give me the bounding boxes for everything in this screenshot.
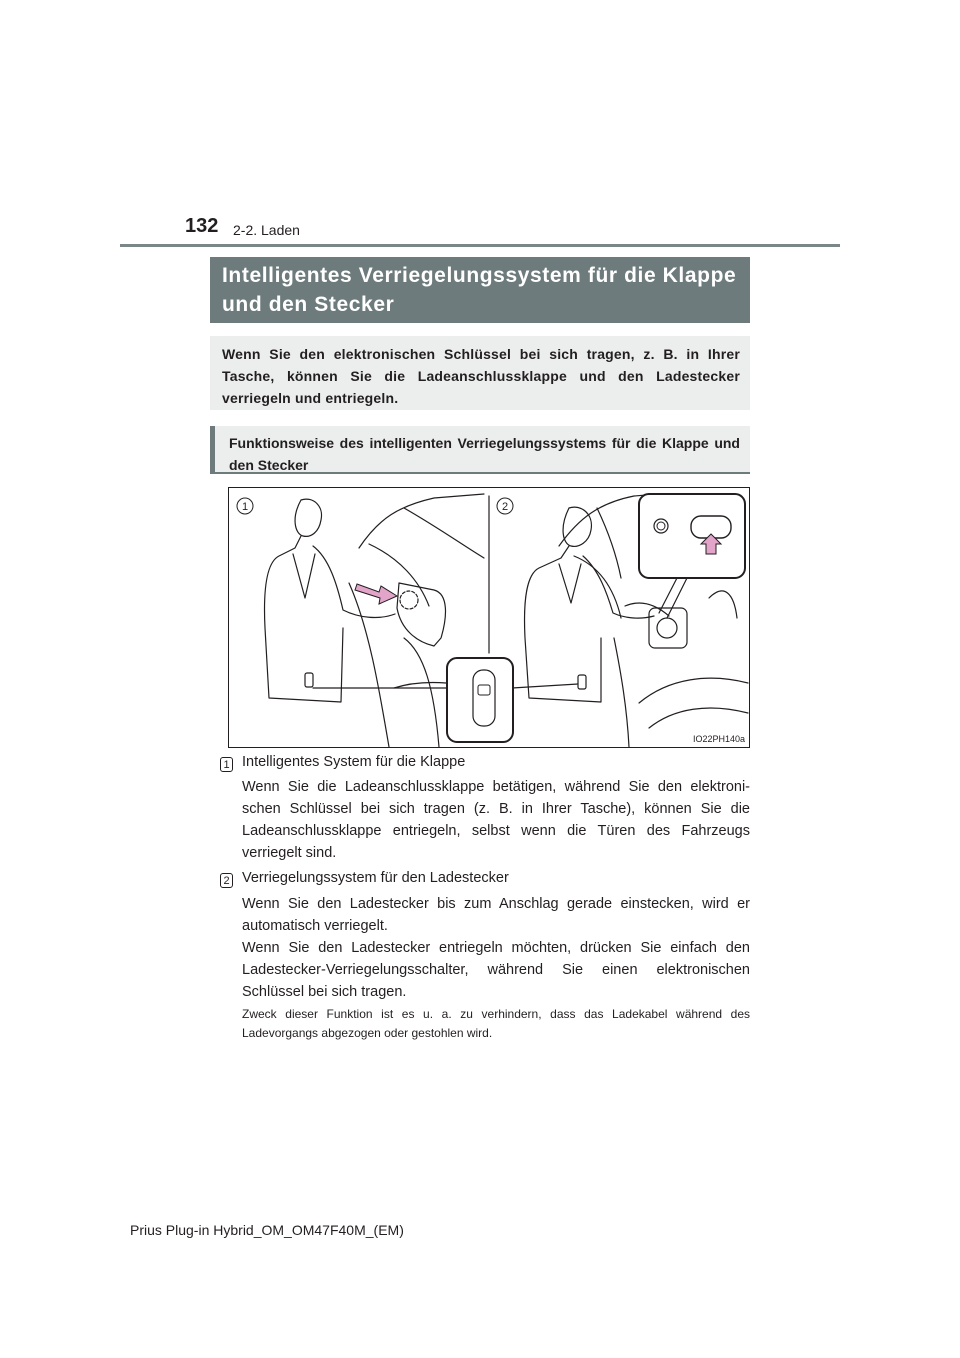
callout-2: 2 bbox=[501, 501, 509, 513]
car-panel-right bbox=[709, 591, 737, 618]
item-2-text-2: Wenn Sie den Ladestecker entriegeln möchten, drücken Sie einfach den Ladestecker-Verriegelungsschalter, während Sie einen elektronischen Schlüssel bei sich tragen. bbox=[242, 940, 750, 1000]
header-divider bbox=[120, 244, 840, 247]
item-2-note: Zweck dieser Funktion ist es u. a. zu verhindern, dass das Ladekabel während des Ladevorgangs abgezogen oder gestohlen wird. bbox=[242, 1007, 750, 1040]
wheel-arch-right bbox=[639, 678, 748, 703]
charge-cable bbox=[625, 603, 669, 616]
item-1-text: Wenn Sie die Ladeanschlussklappe betätigen, während Sie den elektroni-schen Schlüssel bei sich tragen (z. B. in Ihrer Tasche), können Sie die Ladeanschlussklappe entriegeln, selbst wenn die Türen des Fahrzeugs verriegelt sind. bbox=[242, 779, 750, 861]
item-1-number: 1 bbox=[220, 757, 233, 772]
wheel-right bbox=[649, 708, 748, 728]
image-code: IO22PH140a bbox=[692, 734, 745, 744]
breadcrumb: 2-2. Laden bbox=[233, 222, 300, 238]
callout-2-badge bbox=[497, 498, 513, 514]
car-panel-line-left bbox=[404, 508, 484, 558]
car-side-left bbox=[349, 583, 389, 747]
push-arrow-icon bbox=[355, 584, 397, 604]
charge-plug bbox=[657, 618, 677, 638]
man-arm-left bbox=[313, 546, 395, 617]
subheading: Funktionsweise des intelligenten Verriegelungssystems für die Klappe und den Stecker bbox=[210, 426, 750, 474]
man-head-left bbox=[295, 499, 321, 536]
item-1-title: Intelligentes System für die Klappe bbox=[242, 754, 466, 770]
intro-box: Wenn Sie den elektronischen Schlüssel bei sich tragen, z. B. in Ihrer Tasche, können Sie die Ladeanschlussklappe und den Ladestecker verriegeln und entriegeln. bbox=[210, 336, 750, 410]
man-body-left bbox=[265, 536, 343, 702]
car-rear-left bbox=[404, 638, 439, 747]
car-rear-right bbox=[614, 638, 629, 747]
key-fob-pocket-right bbox=[578, 675, 586, 689]
item-2-title: Verriegelungssystem für den Ladestecker bbox=[242, 870, 509, 886]
touch-highlight bbox=[400, 591, 418, 609]
item-2-number: 2 bbox=[220, 873, 233, 888]
item-2-badge-wrap bbox=[220, 871, 233, 889]
illustration-drawing bbox=[229, 488, 749, 747]
car-roof-left bbox=[359, 494, 484, 548]
page-number: 132 bbox=[185, 215, 219, 237]
man-body-right bbox=[525, 546, 601, 702]
section-title: Intelligentes Verriegelungssystem für die Klappe und den Stecker bbox=[210, 257, 750, 323]
illustration bbox=[228, 487, 750, 748]
item-2-text-1: Wenn Sie den Ladestecker bis zum Anschlag gerade einstecken, wird er automatisch verriegelt. bbox=[242, 896, 750, 934]
footer: Prius Plug-in Hybrid_OM_OM47F40M_(EM) bbox=[130, 1222, 404, 1238]
charge-port-right bbox=[649, 608, 687, 648]
switch-inset bbox=[639, 494, 745, 578]
leader-line-right bbox=[512, 684, 578, 688]
man-head-right bbox=[563, 507, 591, 546]
item-1-badge-wrap bbox=[220, 755, 233, 773]
key-fob-pocket-left bbox=[305, 673, 313, 687]
car-panel-line-right bbox=[597, 508, 621, 578]
callout-1-badge bbox=[237, 498, 253, 514]
key-inset bbox=[447, 658, 513, 742]
callout-1: 1 bbox=[241, 501, 249, 513]
man-lapel-left bbox=[293, 554, 315, 598]
leader-line-switch-2 bbox=[667, 578, 687, 618]
man-lapel-right bbox=[559, 564, 581, 603]
